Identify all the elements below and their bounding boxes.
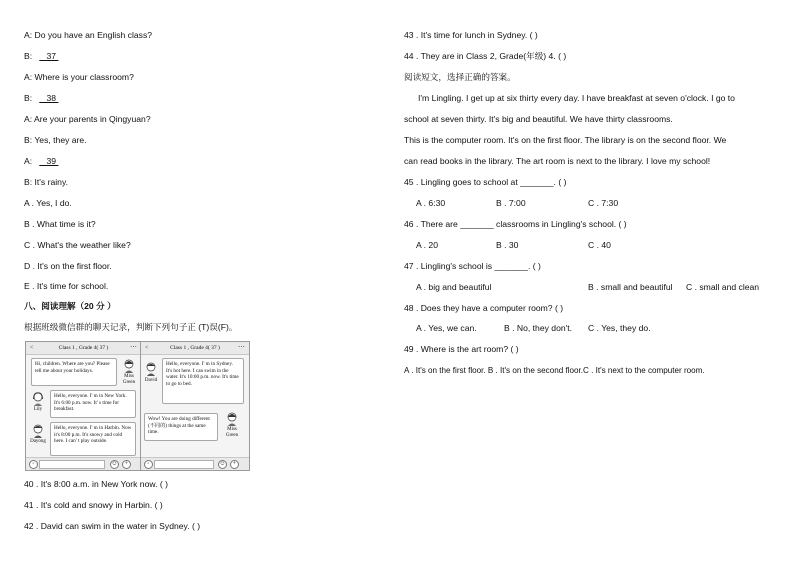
sender-name: David [144, 378, 158, 383]
sender-name: Lily [33, 407, 43, 412]
message-bubble: Hello, everyone. I' m in Harbin. Now it's 8:00 p.m. It's snowy and cold here. I can' t play outside. [50, 422, 136, 456]
chat-panel-2 [140, 341, 250, 471]
dialogue-line: A: Where is your classroom? [24, 72, 134, 82]
message-input[interactable] [154, 460, 214, 469]
passage-line: This is the computer room. It's on the first floor. The library is on the second floor. We [404, 135, 727, 145]
message-bubble: Hello, everyone. I' m in Sydney. It's hot here. I can swim in the water. It's 10:00 p.m. now. It's time to go to bed. [162, 358, 244, 404]
option-a: A . Yes, I do. [24, 198, 72, 208]
more-icon[interactable]: ··· [238, 343, 245, 351]
question-45: 45 . Lingling goes to school at _______. ( ) [404, 177, 567, 187]
passage-line: can read books in the library. The art room is next to the library. I love my school! [404, 156, 711, 166]
option[interactable]: B . 7:00 [496, 198, 526, 208]
section-title: 八、阅读理解（20 分 ） [24, 301, 116, 311]
option[interactable]: A . big and beautiful [416, 282, 492, 292]
passage-line: I'm Lingling. I get up at six thirty every day. I have breakfast at seven o'clock. I go to [418, 93, 735, 103]
girl-avatar-icon [32, 392, 44, 406]
message-bubble: Hello, everyone. I' m in New York. It's 6:00 p.m. now. It' s time for breakfast. [50, 390, 136, 418]
teacher-avatar-icon [123, 359, 135, 373]
option[interactable]: A . 20 [416, 240, 438, 250]
add-icon[interactable]: + [122, 460, 131, 469]
emoji-icon[interactable]: ☺ [111, 461, 118, 467]
voice-icon[interactable]: ◦ [144, 460, 153, 469]
question-40: 40 . It's 8:00 a.m. in New York now. ( ) [24, 479, 168, 489]
dialogue-line: B: 37 [24, 51, 58, 62]
question-49-options[interactable]: A . It's on the first floor. B . It's on the second floor.C . It's next to the computer room. [404, 366, 705, 375]
option[interactable]: C . small and clean [686, 282, 760, 292]
chat-header [141, 342, 249, 355]
option-b: B . What time is it? [24, 219, 96, 229]
option[interactable]: B . 30 [496, 240, 519, 250]
boy-avatar-icon [32, 424, 44, 438]
question-42: 42 . David can swim in the water in Sydney. ( ) [24, 521, 201, 531]
dialogue-line: A: Do you have an English class? [24, 30, 153, 40]
sender-name: Dayong [30, 439, 46, 444]
question-44: 44 . They are in Class 2, Grade(年级) 4. ( ) [404, 51, 567, 61]
dialogue-line: B: Yes, they are. [24, 135, 87, 145]
dialogue-line: B: It's rainy. [24, 177, 68, 187]
more-icon[interactable]: ··· [130, 343, 137, 351]
add-icon[interactable]: + [230, 460, 239, 469]
reading-instruction: 阅读短文，选择正确的答案。 [404, 72, 516, 82]
option[interactable]: C . 40 [588, 240, 611, 250]
section-instruction: 根据班级微信群的聊天记录，判断下列句子正 (T)误(F)。 [24, 322, 238, 332]
back-icon[interactable]: < [145, 345, 149, 351]
question-43: 43 . It's time for lunch in Sydney. ( ) [404, 30, 538, 40]
blank-38[interactable]: 38 [46, 93, 57, 103]
option[interactable]: A . Yes, we can. [416, 323, 477, 333]
back-icon[interactable]: < [30, 345, 34, 351]
option[interactable]: C . Yes, they do. [588, 323, 651, 333]
message-bubble: Hi, children. Where are you? Please tell me about your holidays. [31, 358, 117, 386]
teacher-avatar-icon [226, 412, 238, 426]
dialogue-line: A: 39 [24, 156, 58, 167]
chat-title: Class 1 , Grade 4( 37 ) [58, 345, 109, 351]
chat-input-bar [26, 457, 141, 470]
option[interactable]: A . 6:30 [416, 198, 446, 208]
message-input[interactable] [39, 460, 105, 469]
blank-37[interactable]: 37 [46, 51, 57, 61]
option-e: E . It's time for school. [24, 281, 109, 291]
chat-panel-1 [25, 341, 142, 471]
chat-title: Class 1 , Grade 4( 37 ) [170, 345, 220, 351]
option-d: D . It's on the first floor. [24, 261, 112, 271]
question-49: 49 . Where is the art room? ( ) [404, 344, 519, 354]
option[interactable]: C . 7:30 [588, 198, 619, 208]
emoji-icon[interactable]: ☺ [219, 461, 226, 467]
option[interactable]: B . No, they don't. [504, 323, 573, 333]
question-46: 46 . There are _______ classrooms in Lingling's school. ( ) [404, 219, 627, 229]
sender-name: Miss Green [225, 427, 239, 438]
option[interactable]: B . small and beautiful [588, 282, 673, 292]
voice-icon[interactable]: ◦ [29, 460, 38, 469]
question-41: 41 . It's cold and snowy in Harbin. ( ) [24, 500, 163, 510]
dialogue-line: A: Are your parents in Qingyuan? [24, 114, 151, 124]
dialogue-line: B: 38 [24, 93, 58, 104]
question-48: 48 . Does they have a computer room? ( ) [404, 303, 564, 313]
boy-avatar-icon [145, 362, 157, 376]
sender-name: Miss Green [122, 374, 136, 385]
blank-39[interactable]: 39 [46, 156, 57, 166]
question-47: 47 . Lingling's school is _______. ( ) [404, 261, 541, 271]
option-c: C . What's the weather like? [24, 240, 131, 250]
passage-line: school at seven thirty. It's big and beautiful. We have thirty classrooms. [404, 114, 673, 124]
chat-input-bar [141, 457, 249, 470]
chat-header [26, 342, 141, 355]
message-bubble: Wow! You are doing different (不同的) things at the same time. [144, 413, 218, 441]
